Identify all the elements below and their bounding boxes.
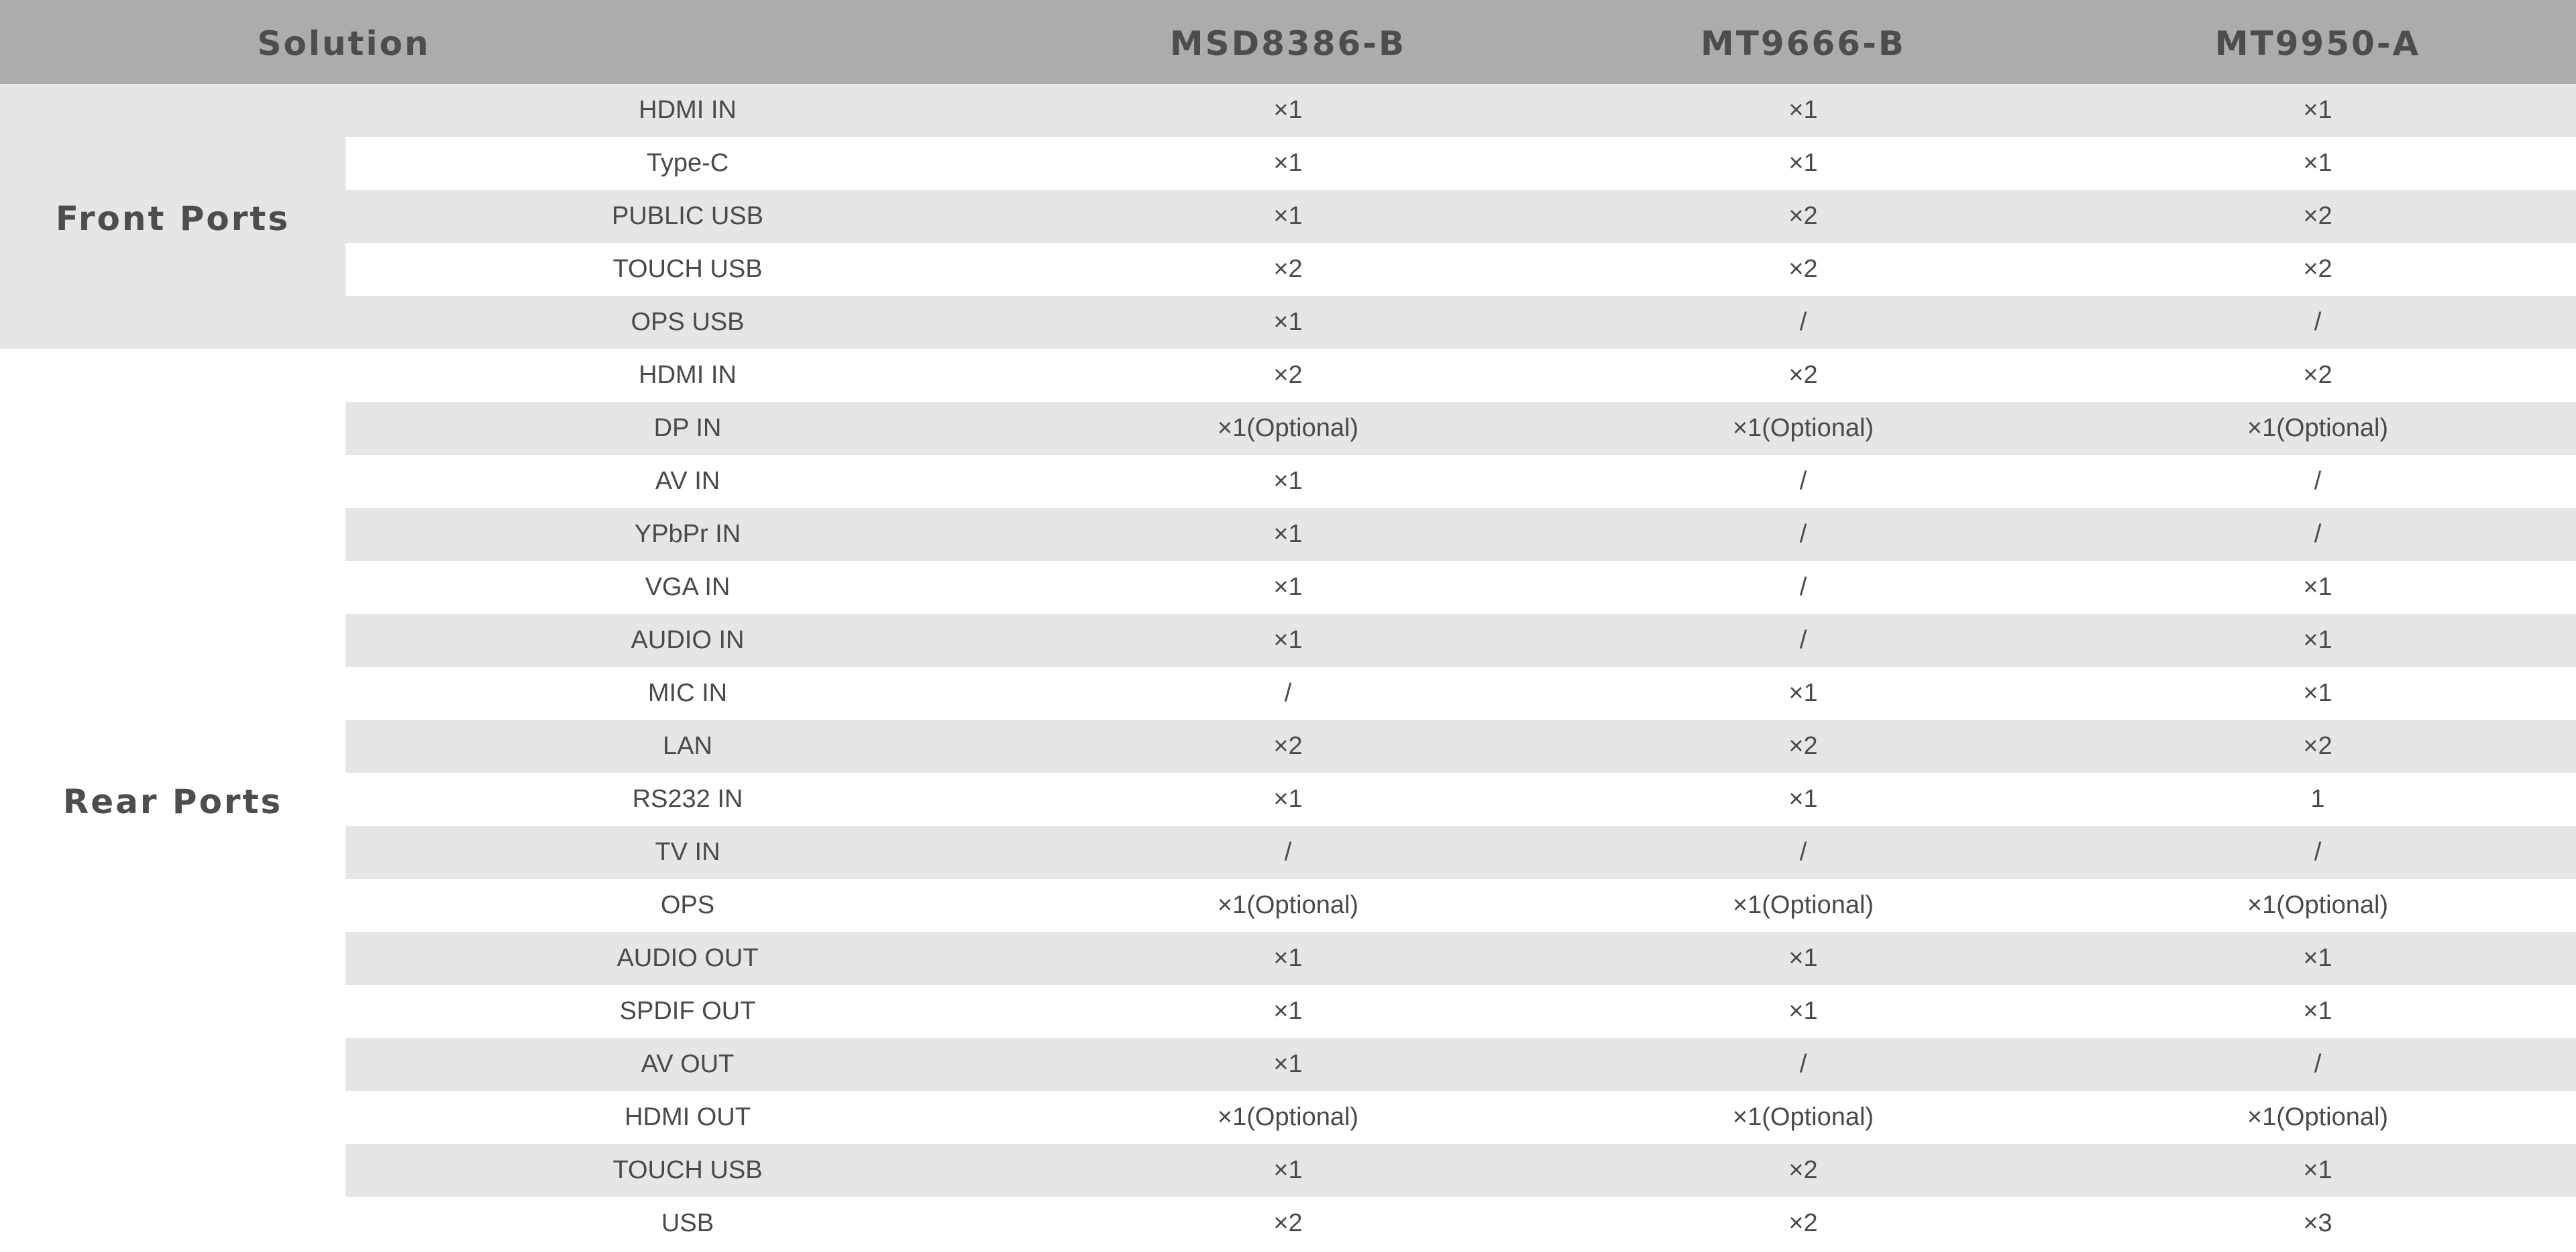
port-count-cell: ×2: [1788, 361, 1818, 389]
port-name-cell: AUDIO IN: [631, 626, 745, 654]
port-count-cell: ×1: [1788, 785, 1818, 813]
port-count-cell: ×2: [1273, 361, 1303, 389]
table-row: [345, 826, 2576, 879]
port-count-cell: ×1: [2303, 997, 2332, 1025]
port-count-cell: ×2: [2303, 732, 2332, 760]
table-row: [345, 243, 2576, 296]
port-count-cell: ×1: [2303, 944, 2332, 972]
port-count-cell: ×1: [1273, 944, 1303, 972]
table-header-row: [0, 0, 2576, 84]
port-name-cell: HDMI IN: [639, 96, 737, 124]
table-row: [345, 720, 2576, 773]
port-count-cell: /: [2314, 520, 2322, 548]
port-name-cell: RS232 IN: [632, 785, 743, 813]
port-count-cell: ×1: [1273, 1156, 1303, 1184]
port-count-cell: ×1: [1273, 96, 1303, 124]
port-name-cell: TOUCH USB: [612, 1156, 763, 1184]
port-count-cell: ×1: [1273, 520, 1303, 548]
port-count-cell: ×1: [2303, 626, 2332, 654]
port-count-cell: ×1(Optional): [2247, 1103, 2389, 1131]
port-count-cell: ×1(Optional): [1217, 414, 1359, 442]
port-count-cell: ×1: [2303, 96, 2332, 124]
table-row: [345, 1038, 2576, 1091]
table-row: [345, 455, 2576, 508]
port-count-cell: ×2: [1273, 732, 1303, 760]
table-row: [345, 1091, 2576, 1144]
port-count-cell: ×1: [1273, 1050, 1303, 1078]
port-count-cell: ×2: [1788, 732, 1818, 760]
header-model-mt9666-b: MT9666-B: [1701, 24, 1906, 63]
table-row: [345, 667, 2576, 720]
port-count-cell: ×2: [2303, 202, 2332, 230]
port-name-cell: TOUCH USB: [612, 255, 763, 283]
port-name-cell: HDMI OUT: [625, 1103, 751, 1131]
port-name-cell: AV OUT: [641, 1050, 735, 1078]
port-count-cell: /: [2314, 1050, 2322, 1078]
port-name-cell: OPS USB: [631, 308, 745, 336]
port-count-cell: ×1: [1273, 785, 1303, 813]
port-count-cell: ×2: [1788, 202, 1818, 230]
port-count-cell: /: [1799, 1050, 1807, 1078]
group-label: Rear Ports: [62, 782, 283, 821]
port-count-cell: ×2: [1788, 1209, 1818, 1237]
port-name-cell: HDMI IN: [639, 361, 737, 389]
port-count-cell: ×1: [2303, 573, 2332, 601]
port-name-cell: Type-C: [646, 149, 729, 177]
port-count-cell: ×1: [1273, 308, 1303, 336]
header-solution: Solution: [257, 24, 431, 63]
port-name-cell: SPDIF OUT: [619, 997, 756, 1025]
port-count-cell: ×1(Optional): [1732, 414, 1874, 442]
port-name-cell: MIC IN: [647, 679, 728, 707]
table-row: [345, 84, 2576, 137]
table-row: [345, 561, 2576, 614]
port-count-cell: ×2: [2303, 361, 2332, 389]
port-count-cell: ×1: [1273, 626, 1303, 654]
port-count-cell: ×1(Optional): [2247, 891, 2389, 919]
port-count-cell: ×1: [2303, 149, 2332, 177]
port-count-cell: ×1: [1273, 997, 1303, 1025]
port-count-cell: /: [1799, 520, 1807, 548]
port-name-cell: DP IN: [653, 414, 722, 442]
port-count-cell: ×1: [1273, 467, 1303, 495]
port-count-cell: /: [1799, 308, 1807, 336]
port-name-cell: VGA IN: [645, 573, 731, 601]
port-count-cell: ×1(Optional): [2247, 414, 2389, 442]
port-count-cell: ×2: [2303, 255, 2332, 283]
port-count-cell: /: [2314, 467, 2322, 495]
table-row: [345, 296, 2576, 349]
port-count-cell: /: [1799, 467, 1807, 495]
port-count-cell: ×1(Optional): [1732, 1103, 1874, 1131]
table-row: [345, 932, 2576, 985]
port-count-cell: /: [1799, 838, 1807, 866]
port-name-cell: OPS: [660, 891, 715, 919]
table-row: [345, 402, 2576, 455]
header-model-msd8386-b: MSD8386-B: [1169, 24, 1407, 63]
table-row: [345, 985, 2576, 1038]
table-row: [345, 1197, 2576, 1250]
port-name-cell: YPbPr IN: [634, 520, 741, 548]
port-name-cell: AV IN: [655, 467, 720, 495]
port-count-cell: /: [1284, 838, 1292, 866]
port-count-cell: ×1: [1788, 149, 1818, 177]
port-count-cell: ×1(Optional): [1217, 1103, 1359, 1131]
port-count-cell: /: [2314, 838, 2322, 866]
table-row: [345, 190, 2576, 243]
port-count-cell: ×2: [1788, 255, 1818, 283]
port-count-cell: ×1: [1273, 202, 1303, 230]
port-name-cell: AUDIO OUT: [616, 944, 759, 972]
table-row: [345, 773, 2576, 826]
port-count-cell: /: [1799, 626, 1807, 654]
port-name-cell: TV IN: [655, 838, 720, 866]
port-count-cell: /: [1799, 573, 1807, 601]
port-count-cell: ×1(Optional): [1217, 891, 1359, 919]
port-count-cell: ×1: [1273, 573, 1303, 601]
table-row: [345, 614, 2576, 667]
port-count-cell: ×2: [1273, 1209, 1303, 1237]
port-name-cell: PUBLIC USB: [612, 202, 763, 230]
port-name-cell: LAN: [663, 732, 712, 760]
port-count-cell: /: [1284, 679, 1292, 707]
port-count-cell: ×1: [2303, 679, 2332, 707]
port-count-cell: ×1: [1788, 997, 1818, 1025]
port-count-cell: ×1(Optional): [1732, 891, 1874, 919]
port-count-cell: 1: [2310, 785, 2325, 813]
group-label: Front Ports: [55, 199, 290, 238]
port-count-cell: ×2: [1273, 255, 1303, 283]
header-model-mt9950-a: MT9950-A: [2214, 24, 2421, 63]
table-row: [345, 879, 2576, 932]
port-count-cell: ×3: [2303, 1209, 2332, 1237]
table-row: [345, 1144, 2576, 1197]
port-name-cell: USB: [661, 1209, 714, 1237]
port-count-cell: ×2: [1788, 1156, 1818, 1184]
port-count-cell: /: [2314, 308, 2322, 336]
table-row: [345, 137, 2576, 190]
port-count-cell: ×1: [1788, 96, 1818, 124]
port-count-cell: ×1: [1788, 944, 1818, 972]
table-row: [345, 349, 2576, 402]
table-row: [345, 508, 2576, 561]
port-count-cell: ×1: [1273, 149, 1303, 177]
port-count-cell: ×1: [2303, 1156, 2332, 1184]
port-count-cell: ×1: [1788, 679, 1818, 707]
